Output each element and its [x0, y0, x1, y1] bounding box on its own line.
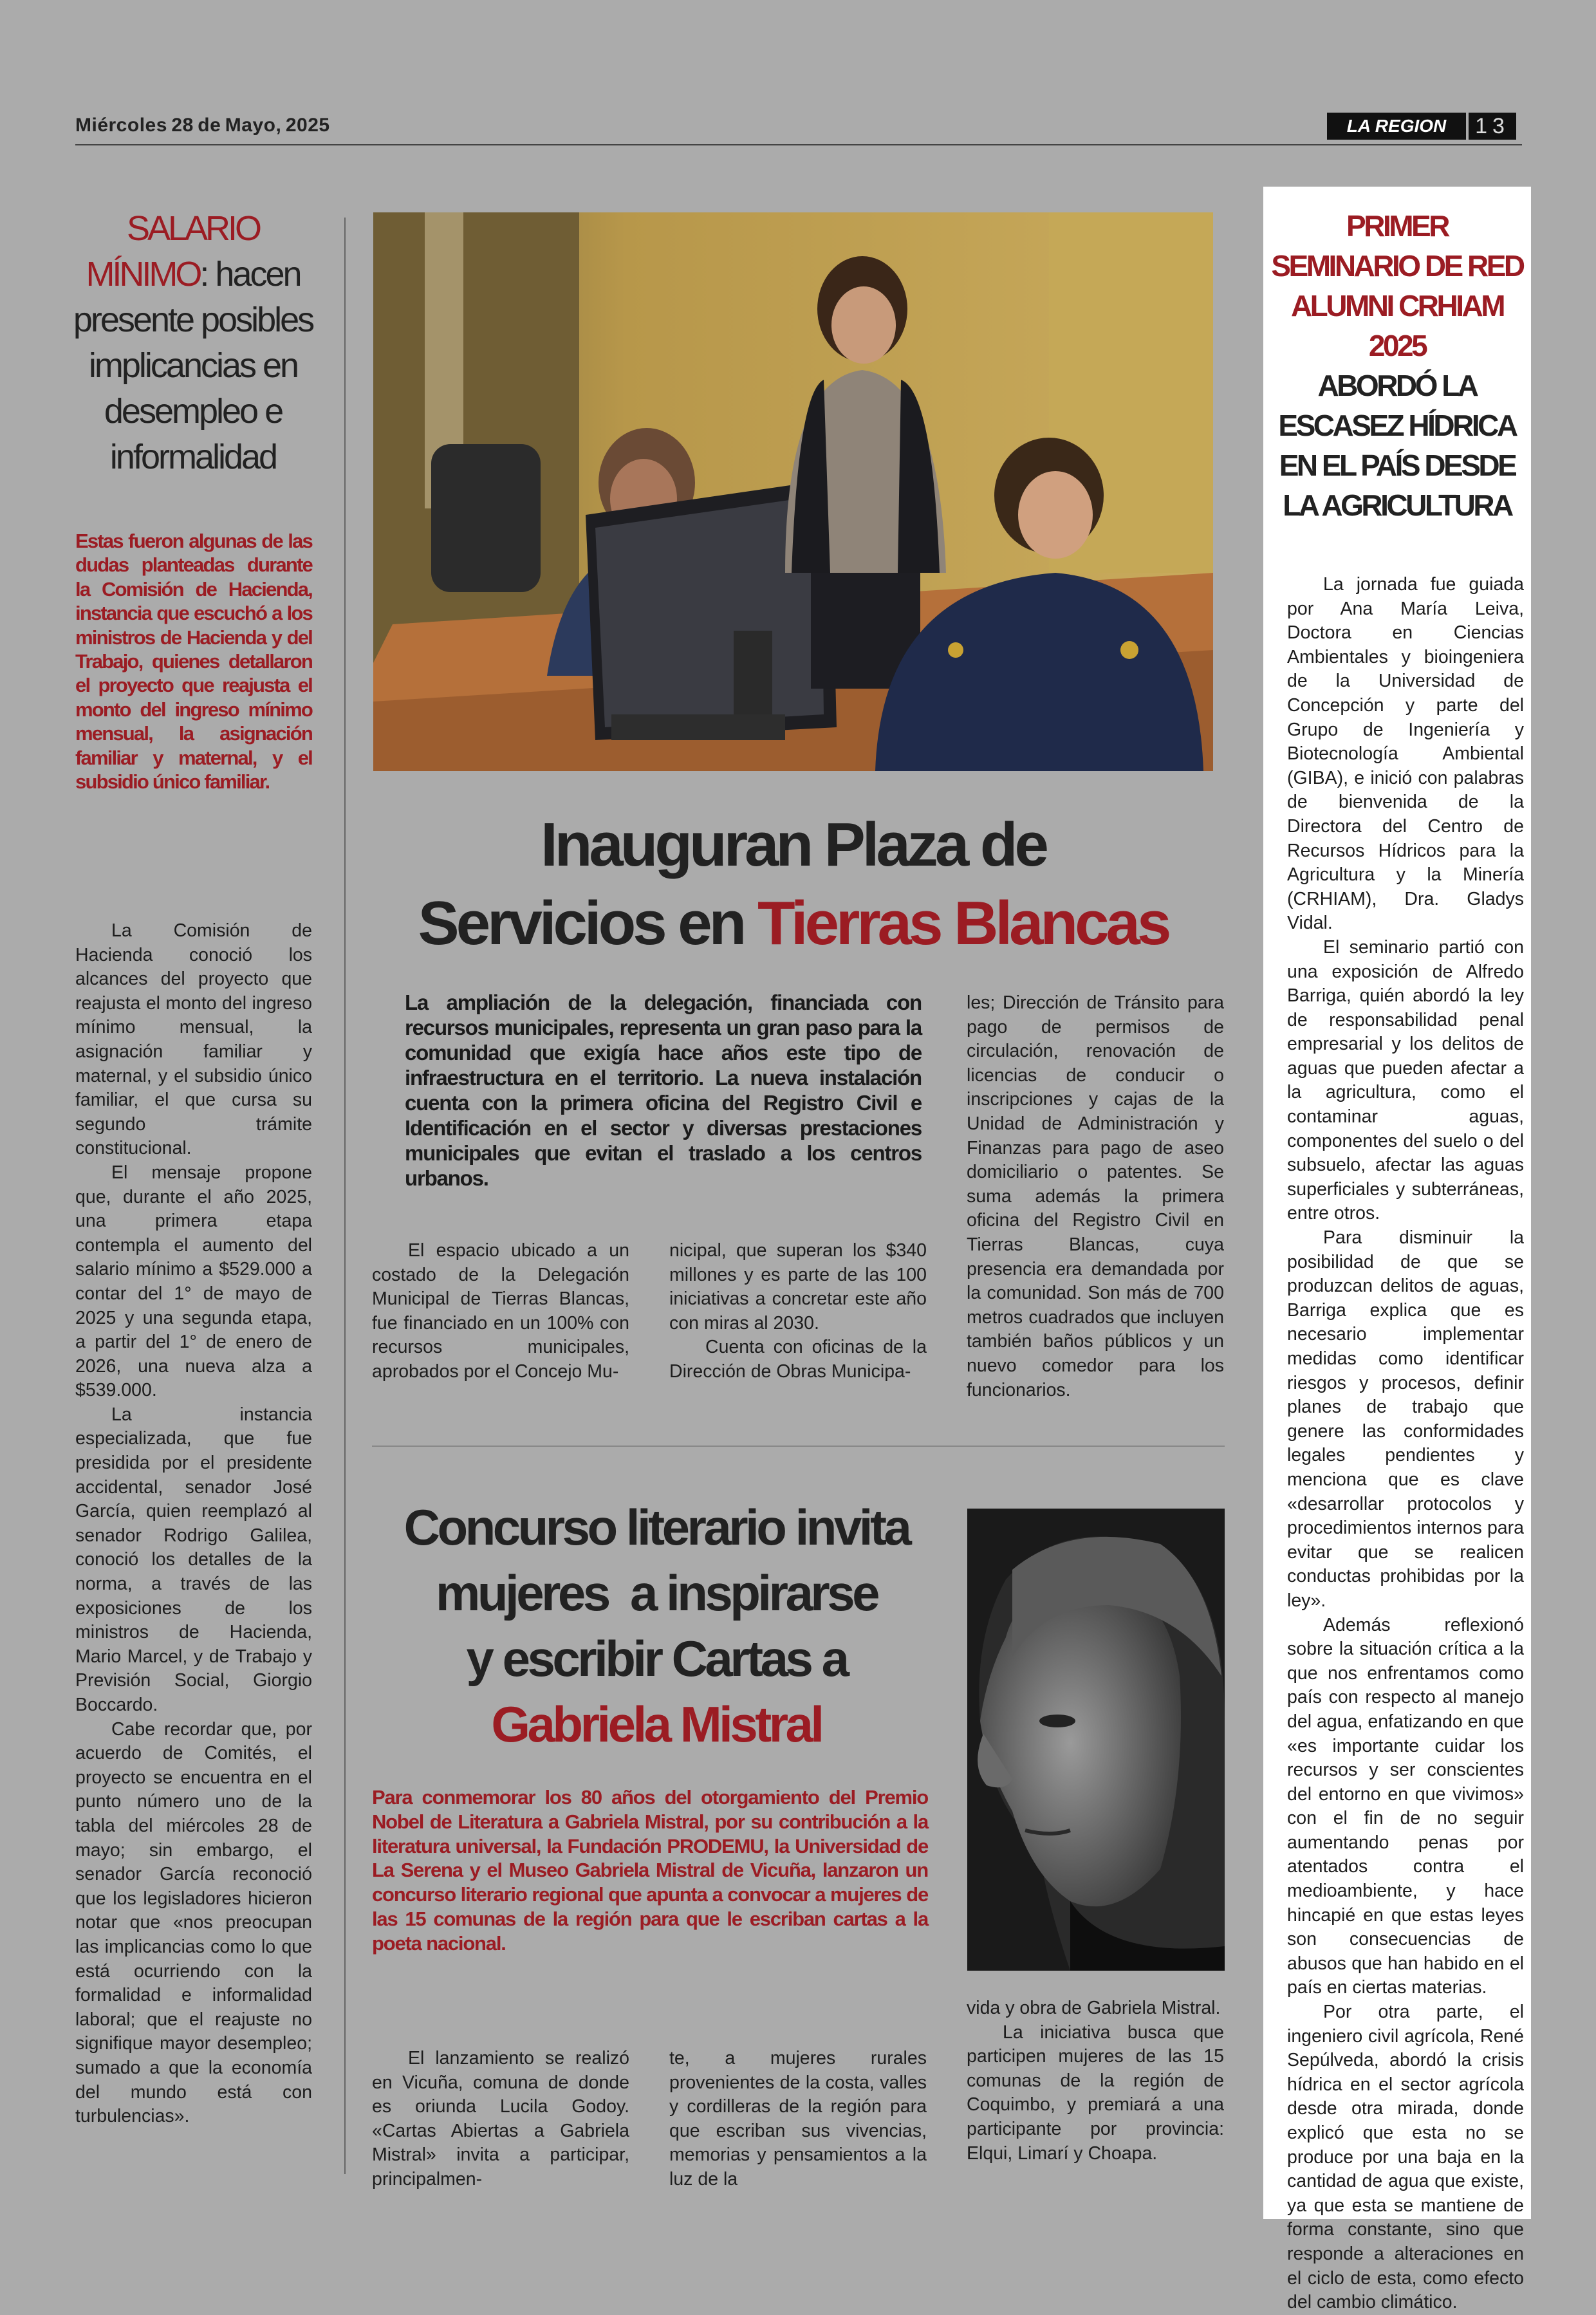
- concurso-column-2: [669, 2047, 927, 2192]
- office-photo-image: [373, 212, 1213, 771]
- header-rule: [75, 144, 1522, 145]
- tierras-blancas-lead: La ampliación de la delegación, financiada con recursos municipales, representa un gran paso para la comunidad que exigía hace años este tipo de infraestructura en el territorio. La nueva instalación cuenta con la primera oficina del Registro Civil e Identificación en el sector y diversas prestaciones municipales que evitan el traslado a los centros urbanos.: [405, 990, 922, 1190]
- tierras-blancas-paragraph: Cuenta con oficinas de la Dirección de Obras Municipa-: [669, 1337, 927, 1382]
- concurso-headline-line3: y escribir Cartas a: [466, 1630, 847, 1687]
- newspaper-logo: LA REGION: [1327, 113, 1466, 140]
- salario-paragraph: La instancia especializada, que fue presidida por el presidente accidental, senador José García, quien reemplazó al senador Rodrigo Galilea, conoció los detalles de la norma, a través de las exposiciones de los ministros de Hacienda, Mario Marcel, y de Trabajo y Previsión Social, Giorgio Boccardo.: [75, 1404, 312, 1715]
- concurso-headline: [380, 1494, 933, 1757]
- tierras-blancas-paragraph: nicipal, que superan los $340 millones y es parte de las 100 iniciativas a concretar este año con miras al 2030.: [669, 1240, 927, 1334]
- concurso-column-3: [967, 1996, 1224, 2166]
- salario-lead: Estas fueron algunas de las dudas planteadas durante la Comisión de Hacienda, instancia que escuchó a los ministros de Hacienda y del Trabajo, quienes detallaron el proyecto que reajusta el monto del ingreso mínimo mensual, la asignación familiar y maternal, y el subsidio único familiar.: [75, 530, 312, 794]
- concurso-paragraph: La iniciativa busca que participen mujeres de las 15 comunas de la región de Coquimbo, y premiará a una participante por provincia: Elqui, Limarí y Choapa.: [967, 2022, 1224, 2164]
- concurso-paragraph: El lanzamiento se realizó en Vicuña, comuna de donde es oriunda Lucila Godoy. «Cartas Abiertas a Gabriela Mistral» invita a participar, principalmen-: [372, 2048, 629, 2189]
- salario-paragraph: El mensaje propone que, durante el año 2025, una primera etapa contempla el aumento del salario mínimo a $529.000 a contar del 1° de mayo de 2025 y una segunda etapa, a partir del 1° de enero de 2026, una nueva alza a $539.000.: [75, 1162, 312, 1401]
- section-divider: [372, 1446, 1225, 1447]
- seminario-paragraph: Además reflexionó sobre la situación crítica a la que nos enfrentamos como país con respecto al manejo del agua, enfatizando en que «es importante cuidar los recursos y ser conscientes del entorno en que vivimos» con el fin de no seguir aumentando penas por atentados contra el medioambiente, y hace hincapié en que estas leyes son consecuencias de abusos que han habido en el país en ciertas materias.: [1287, 1614, 1524, 1998]
- tierras-blancas-column-1: [372, 1239, 629, 1384]
- seminario-paragraph: Por otra parte, el ingeniero civil agrícola, René Sepúlveda, abordó la crisis hídrica en el sector agrícola desde otra mirada, donde explicó que esta no se produce por una baja en la cantidad de agua que existe, ya que esta se mantiene de forma constante, sino que responde a alteraciones en el ciclo de esta, como efecto del cambio climático.: [1287, 2002, 1524, 2313]
- concurso-column-1: [372, 2047, 629, 2192]
- salario-paragraph: La Comisión de Hacienda conoció los alcances del proyecto que reajusta el monto del ingreso mínimo mensual, la asignación familiar y maternal, y el subsidio único familiar, el que cursa su segundo trámite constitucional.: [75, 920, 312, 1159]
- seminario-headline: [1271, 206, 1523, 525]
- concurso-headline-line2: mujeres a inspirarse: [436, 1565, 877, 1621]
- tierras-blancas-paragraph: les; Dirección de Tránsito para pago de permisos de circulación, renovación de licencias de conducir o inscripciones y cajas de la Unidad de Administración y Finanzas para pago de aseo domiciliario o patentes. Se suma además la primera oficina del Registro Civil en Tierras Blancas, cuya presencia era demandada por la comunidad. Son más de 700 metros cuadrados que incluyen también baños públicos y un nuevo comedor para los funcionarios.: [967, 992, 1224, 1400]
- tierras-blancas-headline-red: Tierras Blancas: [757, 889, 1169, 958]
- tierras-blancas-column-3: [967, 991, 1224, 1402]
- tierras-blancas-headline-line2: [373, 884, 1213, 963]
- seminario-headline-black: ABORDÓ LA ESCASEZ HÍDRICA EN EL PAÍS DESDE LA AGRICULTURA: [1278, 369, 1516, 522]
- seminario-paragraph: La jornada fue guiada por Ana María Leiva, Doctora en Ciencias Ambientales y bioingeniera de la Universidad de Concepción y parte del Grupo de Ingeniería y Biotecnología Ambiental (GIBA), e inició con palabras de bienvenida de la Directora del Centro de Recursos Hídricos para la Agricultura y la Minería (CRHIAM), Dra. Gladys Vidal.: [1287, 574, 1524, 934]
- salario-headline-rest: : hacen presente posibles implicancias en desempleo e informalidad: [73, 255, 313, 476]
- tierras-blancas-headline-black: Servicios en: [418, 889, 757, 958]
- salario-paragraph: Cabe recordar que, por acuerdo de Comités, el proyecto se encuentra en el punto número uno de la tabla del miércoles 28 de mayo; sin embargo, el senador García reconoció que los legisladores hicieron notar que «nos preocupan las implicancias como lo que está ocurriendo con la formalidad e informalidad laboral; que el reajuste no signifique mayor desempleo; sumado a que la economía del mundo está con turbulencias».: [75, 1718, 312, 2127]
- seminario-headline-red: PRIMER SEMINARIO DE RED ALUMNI CRHIAM 2025: [1271, 209, 1523, 362]
- concurso-paragraph: te, a mujeres rurales provenientes de la costa, valles y cordilleras de la región para que escriban sus vivencias, memorias y pensamientos a la luz de la: [669, 2048, 927, 2189]
- concurso-headline-red: Gabriela Mistral: [491, 1696, 822, 1753]
- tierras-blancas-column-2: [669, 1239, 927, 1384]
- salario-headline-red: SALARIO MÍNIMO: [86, 209, 260, 293]
- salario-body: [75, 919, 312, 2129]
- portrait-photo: [967, 1509, 1225, 1971]
- tierras-blancas-paragraph: El espacio ubicado a un costado de la Delegación Municipal de Tierras Blancas, fue financiado en un 100% con recursos municipales, aprobados por el Concejo Mu-: [372, 1240, 629, 1382]
- seminario-paragraph: El seminario partió con una exposición de Alfredo Barriga, quién abordó la ley de responsabilidad penal empresarial y los delitos de aguas que pueden afectar a la agricultura, como el contaminar aguas, componentes del suelo o del subsuelo, afectar las aguas superficiales y subterráneas, entre otros.: [1287, 936, 1524, 1224]
- column-divider: [344, 218, 346, 2174]
- tierras-blancas-headline: [373, 806, 1213, 963]
- page-number: 13: [1469, 113, 1516, 140]
- concurso-lead: Para conmemorar los 80 años del otorgamiento del Premio Nobel de Literatura a Gabriela Mistral, por su contribución a la literatura universal, la Fundación PRODEMU, la Universidad de La Serena y el Museo Gabriela Mistral de Vicuña, lanzaron un concurso literario regional que apunta a convocar a mujeres de las 15 comunas de la región para que le escriban cartas a la poeta nacional.: [372, 1786, 928, 1955]
- concurso-paragraph: vida y obra de Gabriela Mistral.: [967, 1998, 1221, 2018]
- portrait-photo-image: [967, 1509, 1225, 1971]
- seminario-paragraph: Para disminuir la posibilidad de que se produzcan delitos de aguas, Barriga explica que es necesario implementar medidas como identificar riesgos y procesos, definir planes de trabajo que genere las conformidades legales pendientes y menciona que es clave «desarrollar protocolos y procedimientos internos para evitar que se realicen conductas prohibidas por la ley».: [1287, 1227, 1524, 1611]
- salario-headline: [71, 206, 315, 480]
- tierras-blancas-headline-line1: Inauguran Plaza de: [541, 810, 1046, 879]
- edition-date: Miércoles 28 de Mayo, 2025: [75, 115, 330, 136]
- concurso-headline-line1: Concurso literario invita: [404, 1499, 909, 1556]
- office-photo: [373, 212, 1213, 771]
- seminario-body: [1287, 573, 1524, 2315]
